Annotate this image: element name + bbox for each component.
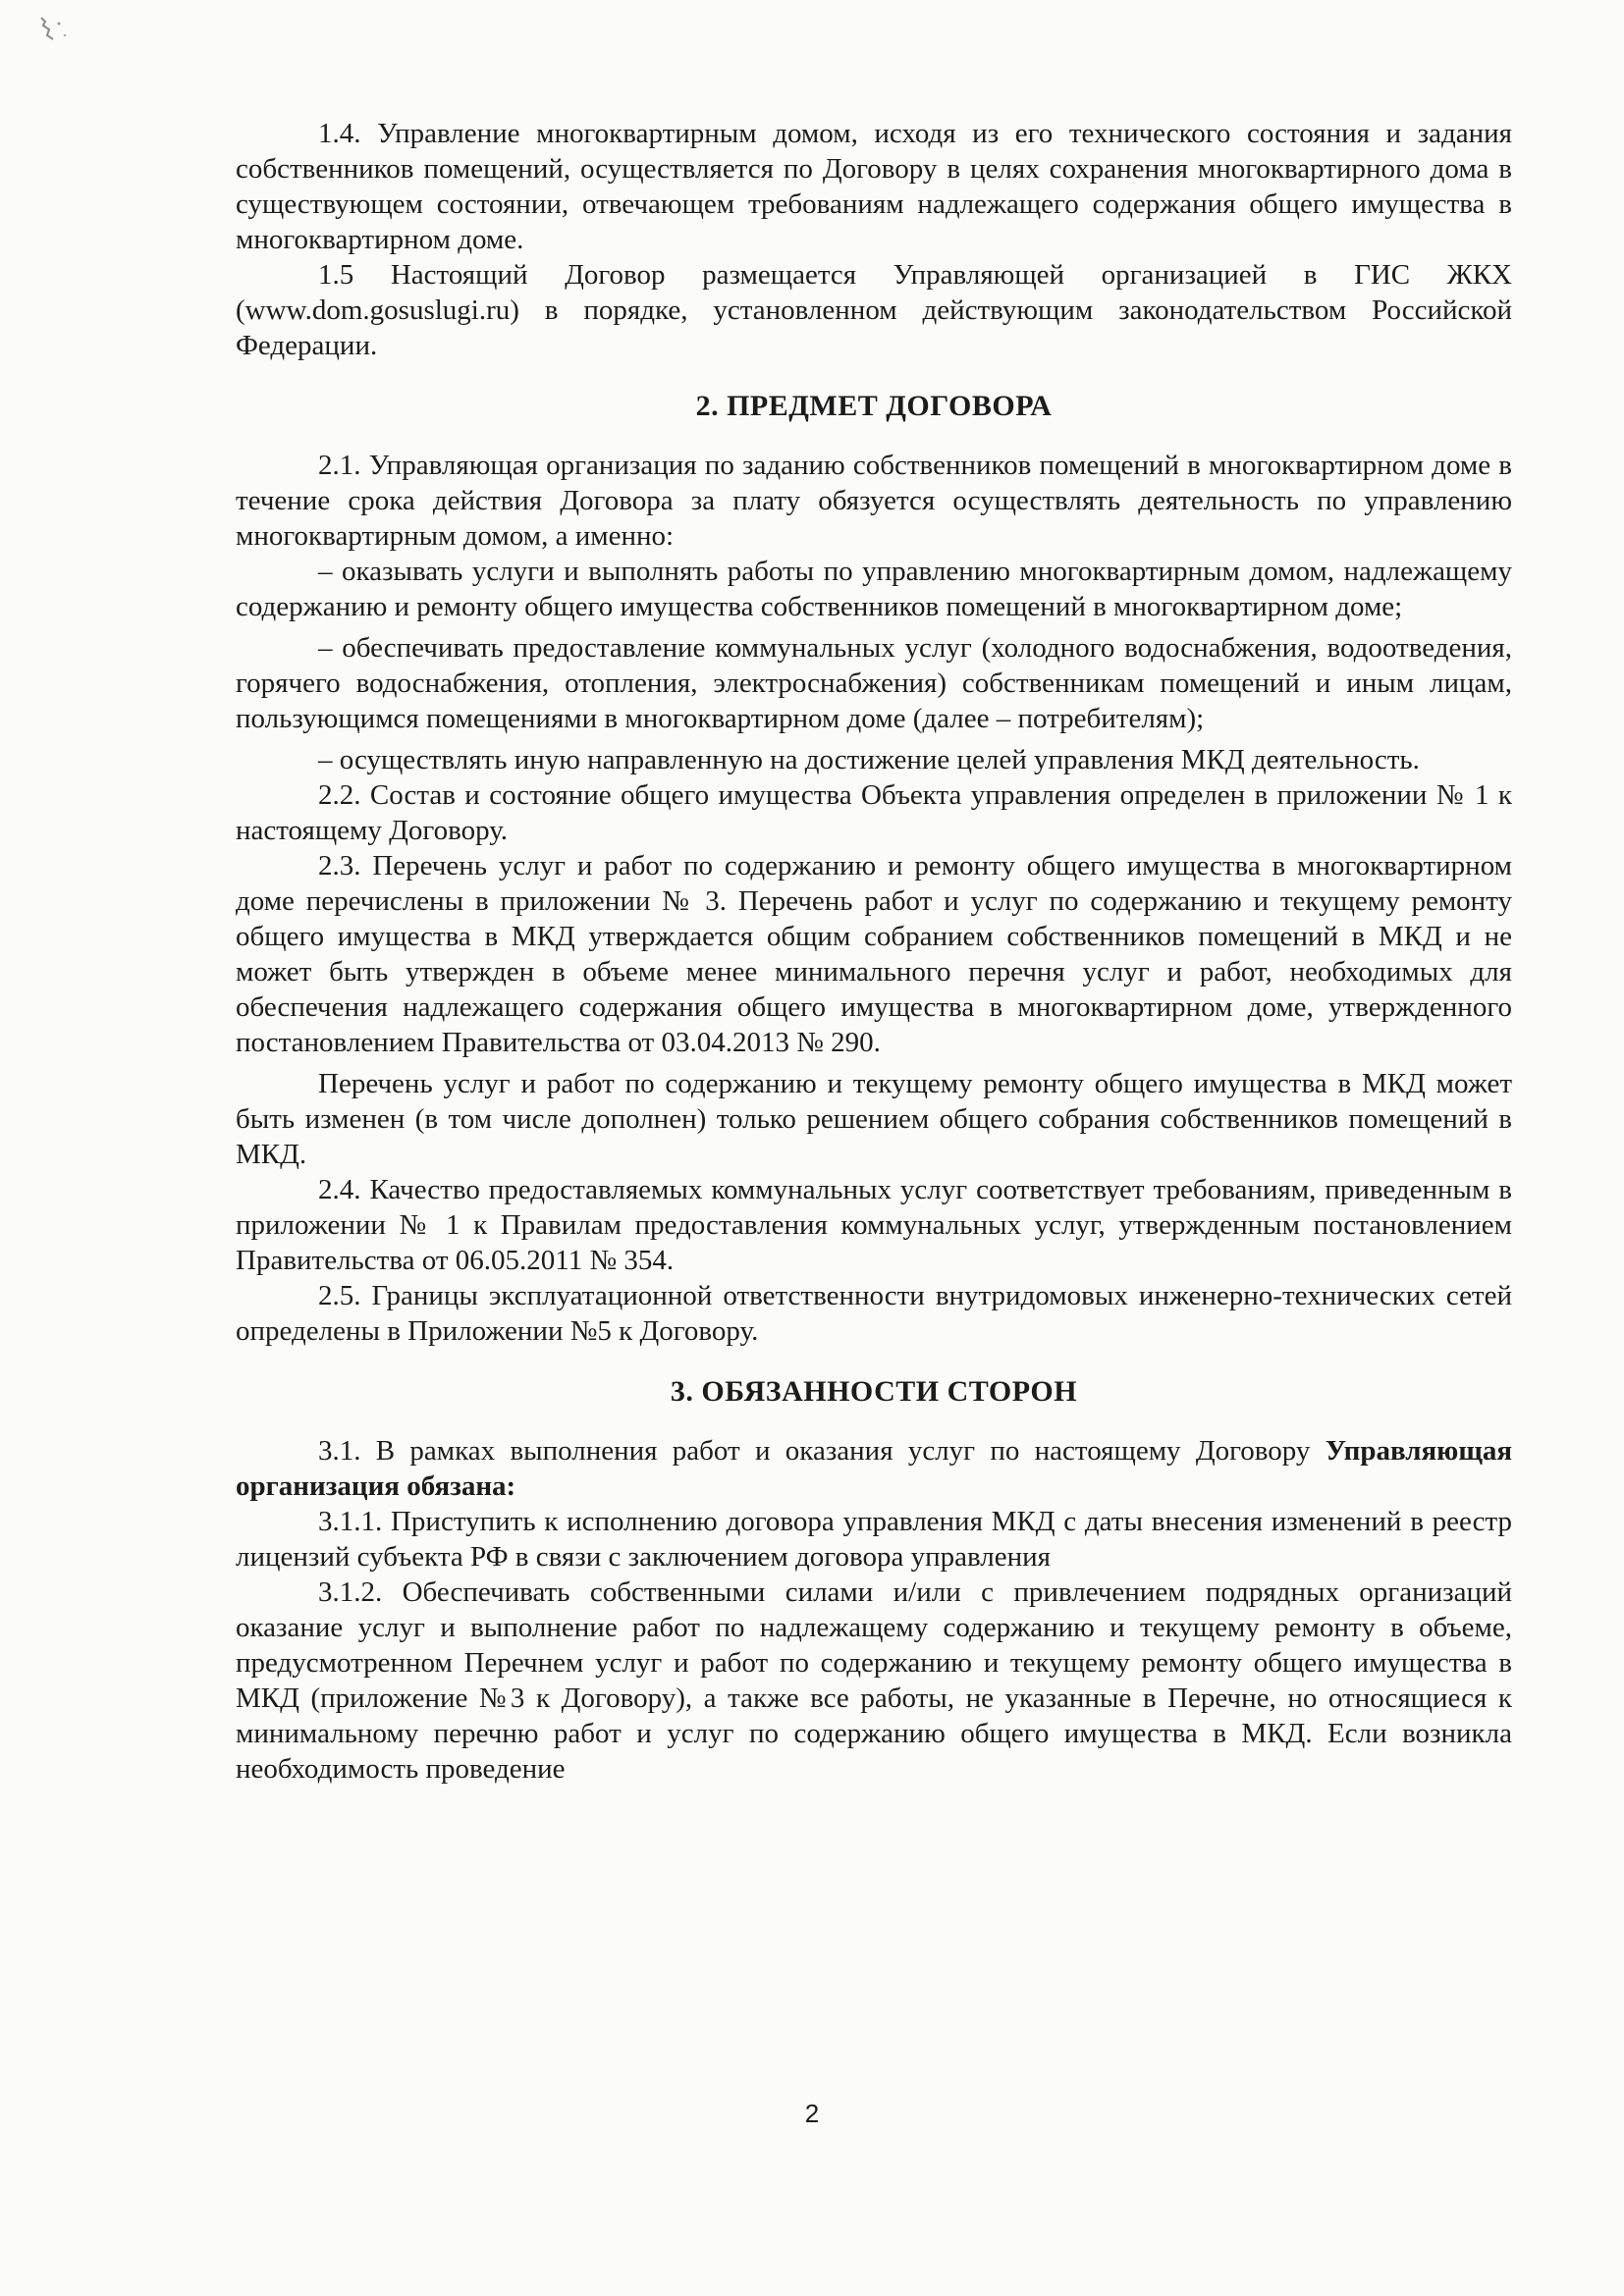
section-2-heading: 2. ПРЕДМЕТ ДОГОВОРА bbox=[695, 390, 1053, 422]
clause-1-5: 1.5 Настоящий Договор размещается Управляющей организацией в ГИС ЖКХ (www.dom.gosuslugi.ru) в порядке, установленном действующим законодательством Российской Федерации. bbox=[236, 259, 1512, 361]
clause-3-1-2: 3.1.2. Обеспечивать собственными силами и/или с привлечением подрядных организаций оказание услуг и выполнение работ по надлежащему содержанию и текущему ремонту в объеме, предусмотренном Перечнем услуг и работ по содержанию и текущему ремонту общего имущества в МКД (приложение №3 к Договору), а также все работы, не указанные в Перечне, но относящиеся к минимальному перечню работ и услуг по содержанию общего имущества в МКД. Если возникла необходимость проведение bbox=[236, 1576, 1512, 1785]
clause-2-3: 2.3. Перечень услуг и работ по содержанию и ремонту общего имущества в многоквартирном доме перечислены в приложении № 3. Перечень работ и услуг по содержанию и текущему ремонту общего имущества в МКД утверждается общим собранием собственников помещений в МКД и не может быть утвержден в объеме менее минимального перечня услуг и работ, необходимых для обеспечения надлежащего содержания общего имущества в многоквартирном доме, утвержденного постановлением Правительства от 03.04.2013 № 290. bbox=[236, 850, 1512, 1058]
clause-2-1-item-1: – оказывать услуги и выполнять работы по управлению многоквартирным домом, надлежащему содержанию и ремонту общего имущества собственников помещений в многоквартирном доме; bbox=[236, 556, 1512, 622]
document-page bbox=[236, 116, 1512, 1787]
clause-3-1-bold: Управляющая организация обязана: bbox=[236, 1435, 1513, 1502]
clause-2-5: 2.5. Границы эксплуатационной ответственности внутридомовых инженерно-технических сетей определены в Приложении №5 к Договору. bbox=[236, 1280, 1512, 1347]
clause-3-1 bbox=[236, 1433, 1512, 1504]
page-number: 2 bbox=[804, 2099, 820, 2128]
clause-2-1: 2.1. Управляющая организация по заданию собственников помещений в многоквартирном доме в течение срока действия Договора за плату обязуется осуществлять деятельность по управлению многоквартирным домом, а именно: bbox=[236, 450, 1512, 552]
clause-2-1-item-2: – обеспечивать предоставление коммунальных услуг (холодного водоснабжения, водоотведения, горячего водоснабжения, отопления, электроснабжения) собственникам помещений и иным лицам, пользующимся помещениями в многоквартирном доме (далее – потребителям); bbox=[236, 632, 1512, 734]
clause-3-1-1: 3.1.1. Приступить к исполнению договора управления МКД с даты внесения изменений в реестр лицензий субъекта РФ в связи с заключением договора управления bbox=[236, 1506, 1512, 1573]
scan-speck-mark bbox=[35, 14, 73, 43]
clause-2-4: 2.4. Качество предоставляемых коммунальных услуг соответствует требованиям, приведенным в приложении № 1 к Правилам предоставления коммунальных услуг, утвержденным постановлением Правительства от 06.05.2011 № 354. bbox=[236, 1174, 1512, 1276]
clause-1-4: 1.4. Управление многоквартирным домом, исходя из его технического состояния и задания собственников помещений, осуществляется по Договору в целях сохранения многоквартирного дома в существующем состоянии, отвечающем требованиям надлежащего содержания общего имущества в многоквартирном доме. bbox=[236, 118, 1512, 255]
clause-2-3-continued: Перечень услуг и работ по содержанию и текущему ремонту общего имущества в МКД может быть изменен (в том числе дополнен) только решением общего собрания собственников помещений в МКД. bbox=[236, 1068, 1512, 1170]
section-3-heading: 3. ОБЯЗАННОСТИ СТОРОН bbox=[670, 1375, 1078, 1408]
clause-3-1-text: 3.1. В рамках выполнения работ и оказания услуг по настоящему Договору bbox=[318, 1435, 1311, 1467]
clause-2-2: 2.2. Состав и состояние общего имущества Объекта управления определен в приложении № 1 к настоящему Договору. bbox=[236, 779, 1512, 846]
clause-2-1-item-3: – осуществлять иную направленную на достижение целей управления МКД деятельность. bbox=[318, 744, 1420, 775]
